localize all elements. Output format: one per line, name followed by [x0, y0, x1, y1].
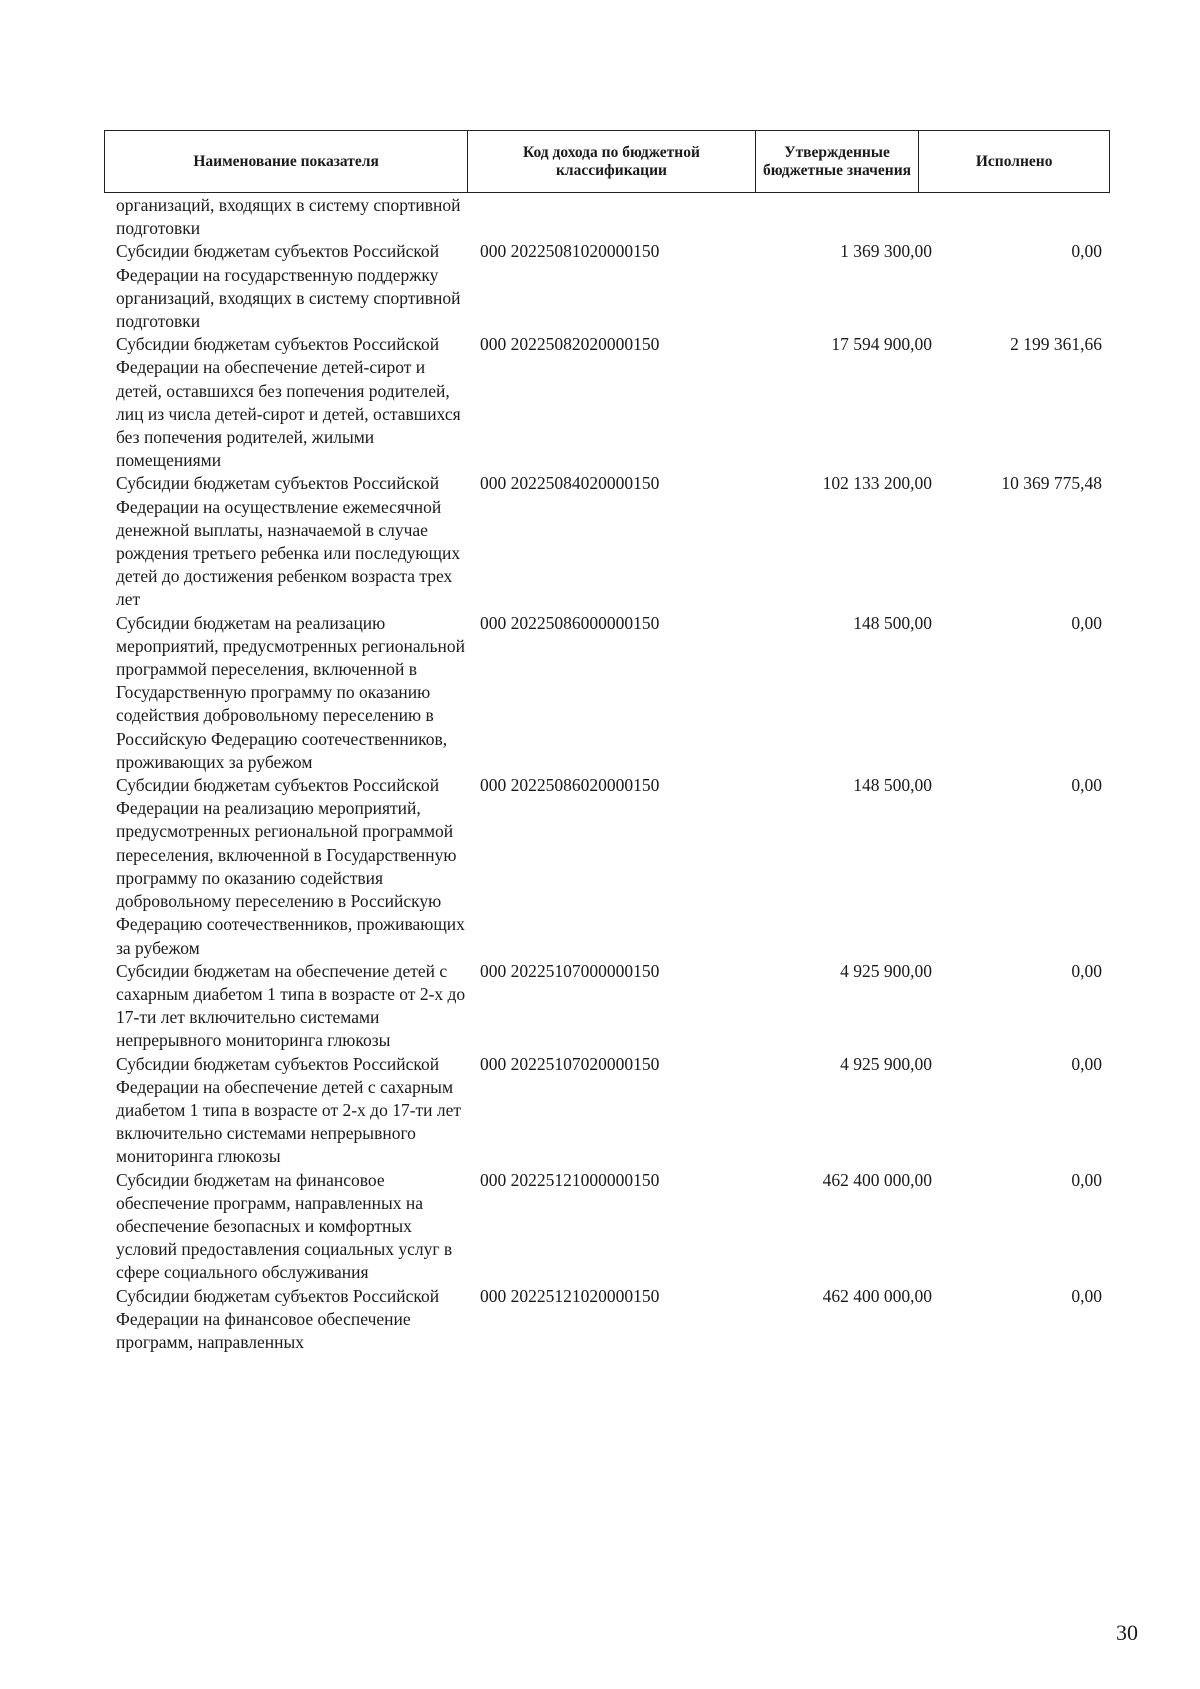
row-code: 000 20225107000000150 [480, 960, 660, 981]
header-approved: Утвержденные бюджетные значения [756, 131, 920, 192]
row-code: 000 20225082020000150 [480, 334, 660, 355]
row-approved: 1 369 300,00 [840, 241, 932, 262]
table-body [104, 194, 1110, 1354]
row-code: 000 20225086000000150 [480, 612, 660, 633]
row-done: 0,00 [1071, 775, 1102, 796]
row-name: Субсидии бюджетам субъектов Российской Федерации на обеспечение детей с сахарным диабетом 1 типа в возрасте от 2-х до 17-ти лет включительно системами непрерывного мониторинга глюкозы [116, 1053, 462, 1167]
row-name: Субсидии бюджетам на обеспечение детей с сахарным диабетом 1 типа в возрасте от 2-х до 17-ти лет включительно системами непрерывного мониторинга глюкозы [116, 960, 466, 1051]
row-done: 0,00 [1071, 241, 1102, 262]
table-row [104, 1169, 1110, 1285]
row-approved: 102 133 200,00 [822, 473, 932, 494]
table-row [104, 960, 1110, 1053]
row-approved: 148 500,00 [853, 612, 932, 633]
row-code: 000 20225107020000150 [480, 1053, 660, 1074]
table-row [104, 333, 1110, 472]
row-done: 0,00 [1071, 1169, 1102, 1190]
table-header [104, 130, 1110, 193]
row-name: Субсидии бюджетам субъектов Российской Федерации на финансовое обеспечение программ, направленных [116, 1285, 440, 1352]
row-done: 10 369 775,48 [1001, 473, 1102, 494]
row-name: Субсидии бюджетам субъектов Российской Федерации на обеспечение детей-сирот и детей, оставшихся без попечения родителей, лиц из числа детей-сирот и детей, оставшихся без попечения родителей, жилыми помещениями [116, 334, 461, 471]
row-approved: 17 594 900,00 [831, 334, 932, 355]
header-done: Исполнено [975, 152, 1053, 170]
row-approved: 4 925 900,00 [840, 1053, 932, 1074]
page-number: 30 [1116, 1620, 1138, 1645]
table-row [104, 472, 1110, 611]
row-done: 2 199 361,66 [1010, 334, 1102, 355]
row-done: 0,00 [1071, 1285, 1102, 1306]
table-row [104, 194, 1110, 240]
table-row [104, 240, 1110, 333]
table-row [104, 1285, 1110, 1355]
header-code: Код дохода по бюджетной классификации [468, 131, 755, 192]
row-name: Субсидии бюджетам субъектов Российской Федерации на осуществление ежемесячной денежной выплаты, назначаемой в случае рождения третьего ребенка или последующих детей до достижения ребенком возраста трех лет [116, 473, 461, 610]
row-approved: 462 400 000,00 [822, 1169, 932, 1190]
table-row [104, 774, 1110, 960]
row-approved: 148 500,00 [853, 775, 932, 796]
table-row [104, 1053, 1110, 1169]
header-name: Наименование показателя [105, 131, 468, 192]
row-approved: 462 400 000,00 [822, 1285, 932, 1306]
row-name: Субсидии бюджетам субъектов Российской Федерации на государственную поддержку организаций, входящих в систему спортивной подготовки [116, 241, 461, 332]
row-done: 0,00 [1071, 960, 1102, 981]
row-name: организаций, входящих в систему спортивной подготовки [116, 195, 461, 239]
row-name: Субсидии бюджетам на финансовое обеспечение программ, направленных на обеспечение безопасных и комфортных условий предоставления социальных услуг в сфере социального обслуживания [116, 1169, 453, 1283]
row-code: 000 20225086020000150 [480, 775, 660, 796]
row-name: Субсидии бюджетам субъектов Российской Федерации на реализацию мероприятий, предусмотренных региональной программой переселения, включенной в Государственную программу по оказанию содействия добровольному переселению в Российскую Федерацию соотечественников, проживающих за рубежом [116, 775, 465, 958]
table-row [104, 612, 1110, 774]
row-approved: 4 925 900,00 [840, 960, 932, 981]
row-code: 000 20225121000000150 [480, 1169, 660, 1190]
row-name: Субсидии бюджетам на реализацию мероприятий, предусмотренных региональной программой переселения, включенной в Государственную программу по оказанию содействия добровольному переселению в Российскую Федерацию соотечественников, проживающих за рубежом [116, 612, 465, 772]
row-code: 000 20225081020000150 [480, 241, 660, 262]
row-code: 000 20225084020000150 [480, 473, 660, 494]
row-code: 000 20225121020000150 [480, 1285, 660, 1306]
row-done: 0,00 [1071, 1053, 1102, 1074]
row-done: 0,00 [1071, 612, 1102, 633]
